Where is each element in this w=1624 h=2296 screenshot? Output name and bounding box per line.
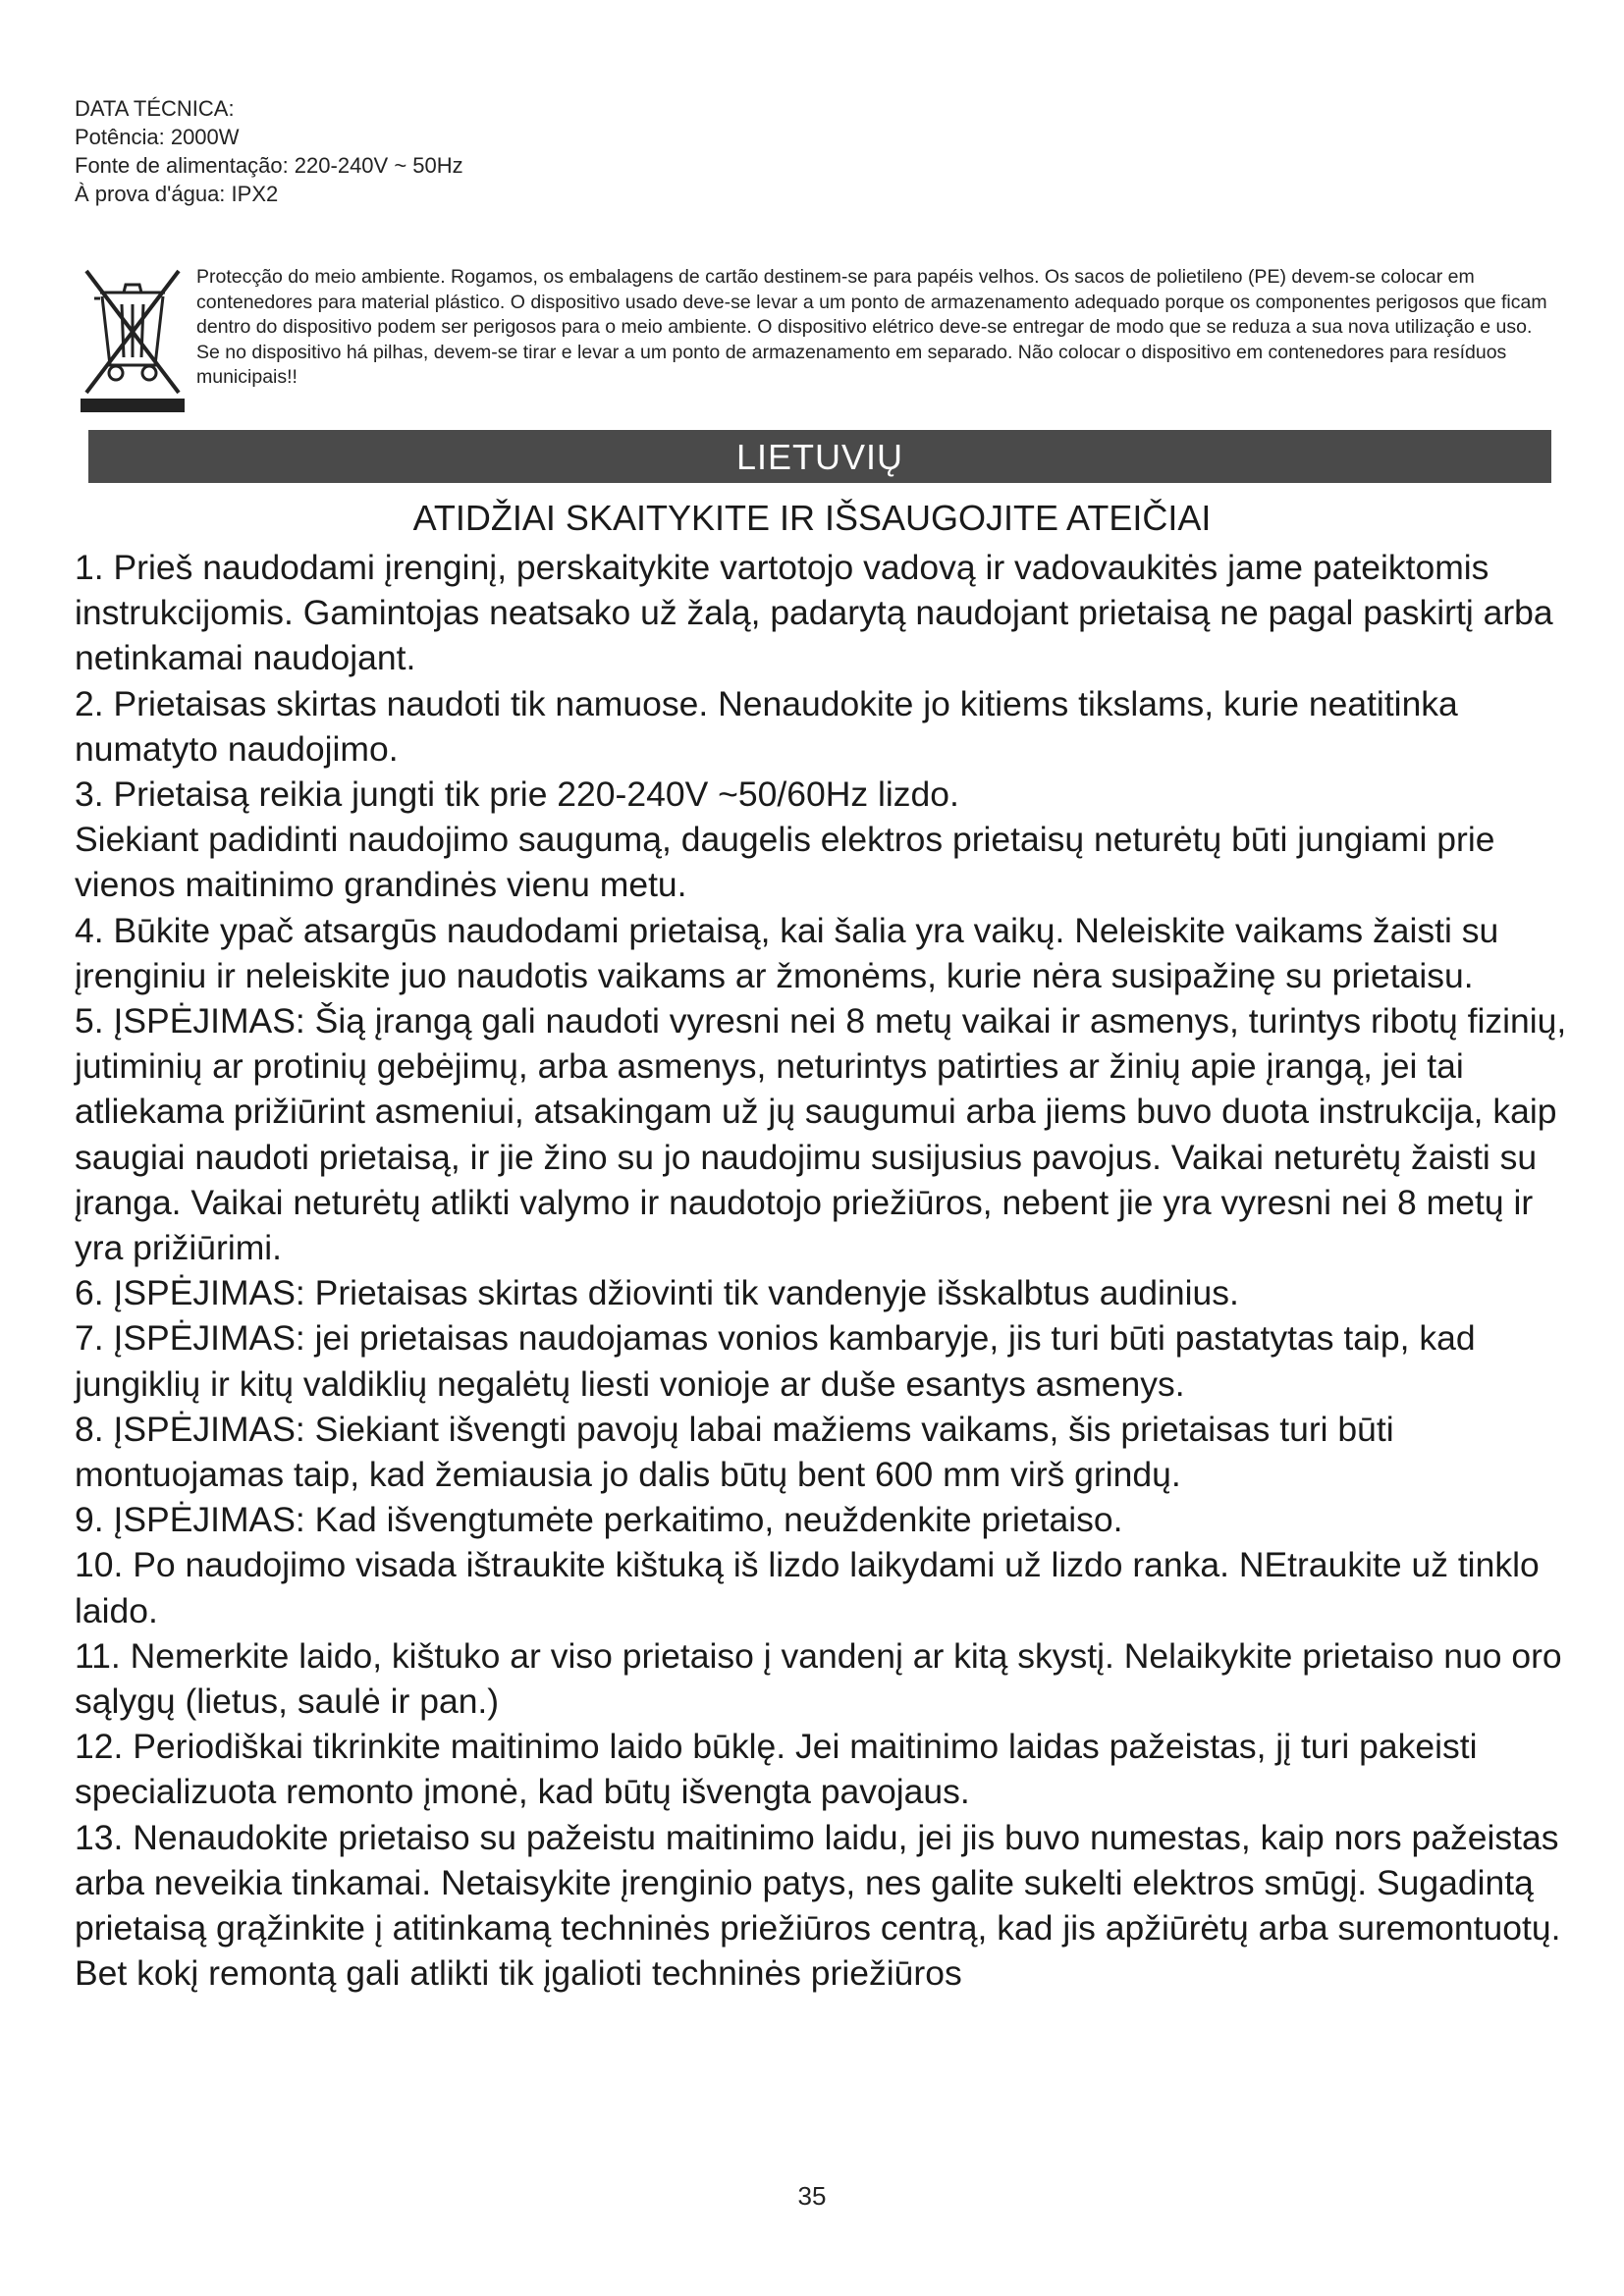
instruction-paragraph: 2. Prietaisas skirtas naudoti tik namuose. Nenaudokite jo kitiems tikslams, kurie neatitinka numatyto naudojimo.: [75, 683, 1458, 769]
technical-data-power: Potência: 2000W: [75, 125, 240, 149]
technical-data-supply: Fonte de alimentação: 220-240V ~ 50Hz: [75, 153, 463, 178]
instruction-paragraph: 8. ĮSPĖJIMAS: Siekiant išvengti pavojų labai mažiems vaikams, šis prietaisas turi būti montuojamas taip, kad žemiausia jo dalis būtų bent 600 mm virš grindų.: [75, 1409, 1394, 1495]
language-header: LIETUVIŲ: [88, 430, 1551, 483]
instruction-paragraph: 7. ĮSPĖJIMAS: jei prietaisas naudojamas vonios kambaryje, jis turi būti pastatytas taip, kad jungiklių ir kitų valdiklių negalėtų liesti vonioje ar duše esantys asmenys.: [75, 1318, 1476, 1404]
section-subtitle: ATIDŽIAI SKAITYKITE IR IŠSAUGOJITE ATEIČIAI: [412, 498, 1212, 538]
technical-data-waterproof: À prova d'água: IPX2: [75, 182, 279, 206]
technical-data: [75, 94, 463, 208]
instruction-paragraph: 1. Prieš naudodami įrenginį, perskaitykite vartotojo vadovą ir vadovaukitės jame pateiktomis instrukcijomis. Gamintojas neatsako už žalą, padarytą naudojant prietaisą ne pagal paskirtį arba netinkamai naudojant.: [75, 548, 1553, 678]
instructions: [75, 545, 1567, 1997]
instruction-paragraph: 13. Nenaudokite prietaiso su pažeistu maitinimo laidu, jei jis buvo numestas, kaip nors pažeistas arba neveikia tinkamai. Netaisykite įrenginio patys, nes galite sukelti elektros smūgį. Sugadintą prietaisą grąžinkite į atitinkamą techninės priežiūros centrą, kad jis apžiūrėtų arba suremontuotų. Bet kokį remontą gali atlikti tik įgalioti techninės priežiūros: [75, 1817, 1561, 1994]
technical-data-heading: DATA TÉCNICA:: [75, 96, 235, 121]
instruction-paragraph: 4. Būkite ypač atsargūs naudodami prietaisą, kai šalia yra vaikų. Neleiskite vaikams žaisti su įrenginiu ir neleiskite juo naudotis vaikams ar žmonėms, kurie nėra susipažinę su prietaisu.: [75, 910, 1499, 995]
instruction-paragraph: 9. ĮSPĖJIMAS: Kad išvengtumėte perkaitimo, neuždenkite prietaiso.: [75, 1500, 1123, 1540]
instruction-paragraph: 10. Po naudojimo visada ištraukite kištuką iš lizdo laikydami už lizdo ranka. NEtraukite už tinklo laido.: [75, 1545, 1540, 1630]
instruction-paragraph: 12. Periodiškai tikrinkite maitinimo laido būklę. Jei maitinimo laidas pažeistas, jį turi pakeisti specializuota remonto įmonė, kad būtų išvengta pavojaus.: [75, 1727, 1478, 1812]
instruction-paragraph: 5. ĮSPĖJIMAS: Šią įrangą gali naudoti vyresni nei 8 metų vaikai ir asmenys, turintys ribotų fizinių, jutiminių ar protinių gebėjimų, arba asmenys, neturintys patirties ar žinių apie įrangą, jei tai atliekama prižiūrint asmeniui, atsakingam už jų saugumui arba jiems buvo duota instrukcija, kaip saugiai naudoti prietaisą, ir jie žino su jo naudojimu susijusius pavojus. Vaikai neturėtų žaisti su įranga. Vaikai neturėtų atlikti valymo ir naudotojo priežiūros, nebent jie yra vyresni nei 8 metų ir yra prižiūrimi.: [75, 1001, 1567, 1268]
instruction-paragraph: 6. ĮSPĖJIMAS: Prietaisas skirtas džiovinti tik vandenyje išskalbtus audinius.: [75, 1273, 1239, 1313]
weee-crossed-bin-icon: [81, 263, 185, 412]
instruction-paragraph: Siekiant padidinti naudojimo saugumą, daugelis elektros prietaisų neturėtų būti jungiami prie vienos maitinimo grandinės vienu metu.: [75, 820, 1495, 905]
page-number: 35: [797, 2181, 827, 2211]
instruction-paragraph: 11. Nemerkite laido, kištuko ar viso prietaiso į vandenį ar kitą skystį. Nelaikykite prietaiso nuo oro sąlygų (lietus, saulė ir pan.): [75, 1635, 1562, 1722]
environment-notice: Protecção do meio ambiente. Rogamos, os embalagens de cartão destinem-se para papéis velhos. Os sacos de polietileno (PE) devem-se colocar em contenedores para material plástico. O dispositivo usado deve-se levar a um ponto de armazenamento adequado porque os componentes perigosos que ficam dentro do dispositivo podem ser perigosos para o meio ambiente. O dispositivo elétrico deve-se entregar de modo que se reduza a sua nova utilização e uso. Se no dispositivo há pilhas, devem-se tirar e levar a um ponto de armazenamento em separado. Não colocar o dispositivo em contenedores para resíduos municipais!!: [196, 266, 1547, 388]
instruction-paragraph: 3. Prietaisą reikia jungti tik prie 220-240V ~50/60Hz lizdo.: [75, 774, 959, 815]
